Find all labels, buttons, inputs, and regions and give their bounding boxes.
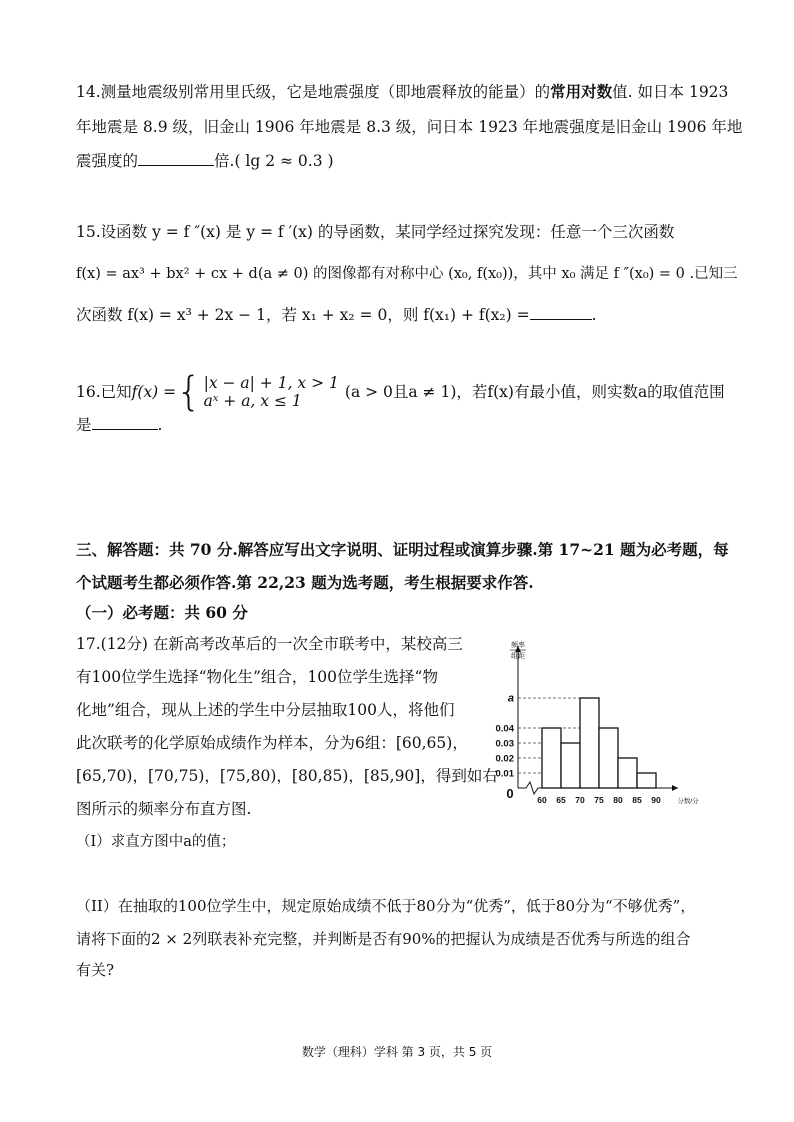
answer-blank — [530, 305, 592, 320]
piecewise-cases — [204, 374, 339, 410]
q17-line1: 17.(12分) 在新高考改革后的一次全市联考中，某校高三 — [76, 635, 463, 653]
q16-function: f(x) = — [131, 383, 177, 401]
y-tick-label: a — [507, 692, 514, 705]
q14-text-a: 14.测量地震级别常用里氏级，它是地震强度（即地震释放的能量）的 — [76, 83, 551, 101]
q17-part2-line3: 有关? — [76, 961, 115, 979]
q15-line1: 15.设函数 y = f ″(x) 是 y = f ′(x) 的导函数，某同学经过探究发现：任意一个三次函数 — [76, 223, 675, 241]
piecewise-case-2: aˣ + a, x ≤ 1 — [203, 392, 302, 410]
x-axis-label: 分数/分 — [677, 798, 699, 805]
histogram-bar — [599, 728, 618, 788]
q17-part2-line1: （II）在抽取的100位学生中，规定原始成绩不低于80分为“优秀”，低于80分为“不够优秀”， — [76, 897, 696, 915]
q16-text-a: 是 — [76, 416, 92, 434]
q15-line3 — [76, 305, 597, 325]
answer-blank — [138, 151, 214, 166]
y-tick-label: 0.01 — [495, 768, 514, 780]
x-tick-label: 85 — [632, 795, 642, 805]
q14-text-c: 震强度的 — [76, 152, 139, 170]
q17-line4: 此次联考的化学原始成绩作为样本，分为6组：[60,65)， — [76, 734, 468, 752]
q14-text-d: 倍.( lg 2 ≈ 0.3 ) — [214, 152, 334, 170]
q16-prefix: 16.已知 — [76, 383, 132, 401]
subsection-heading: （一）必考题：共 60 分 — [76, 603, 248, 622]
y-tick-label: 0.02 — [495, 753, 514, 765]
piecewise-case-1: |x − a| + 1, x > 1 — [203, 374, 339, 392]
q16-suffix: (a > 0且a ≠ 1)，若f(x)有最小值，则实数a的取值范围 — [344, 383, 725, 401]
q17-line2: 有100位学生选择“物化生”组合，100位学生选择“物 — [76, 668, 438, 686]
x-tick-label: 65 — [556, 795, 566, 805]
y-axis-label-bottom: 组距 — [511, 653, 525, 660]
q17-line6: 图所示的频率分布直方图. — [76, 800, 252, 818]
y-axis-label-top: 频率 — [511, 642, 525, 649]
section-heading-line2: 个试题考生都必须作答.第 22,23 题为选考题，考生根据要求作答. — [76, 573, 534, 592]
q14-line3 — [76, 151, 334, 171]
histogram-bar — [542, 728, 561, 788]
q16-line1 — [76, 370, 725, 414]
answer-blank — [92, 415, 158, 430]
x-tick-label: 60 — [537, 795, 547, 805]
q17-part2-line2: 请将下面的2 × 2列联表补充完整，并判断是否有90%的把握认为成绩是否优秀与所选的组合 — [76, 930, 691, 948]
q14-bold-term: 常用对数 — [550, 82, 613, 101]
page-footer: 数学（理科）学科 第 3 页，共 5 页 — [301, 1045, 493, 1059]
q14-line1 — [76, 82, 728, 102]
histogram-bar — [580, 698, 599, 788]
x-tick-label: 80 — [613, 795, 623, 805]
y-tick-label: 0.04 — [495, 723, 514, 735]
q14-line2: 年地震是 8.9 级，旧金山 1906 年地震是 8.3 级，问日本 1923 年地震强度是旧金山 1906 年地 — [76, 118, 743, 136]
section-heading-line1: 三、解答题：共 70 分.解答应写出文字说明、证明过程或演算步骤.第 17~21 题为必考题，每 — [76, 540, 729, 559]
histogram-bar — [637, 773, 656, 788]
y-tick-label: 0.03 — [495, 738, 514, 750]
x-axis-arrow-icon — [672, 785, 678, 791]
origin-label: 0 — [506, 786, 514, 801]
x-tick-label: 70 — [575, 795, 585, 805]
q14-text-b: 值. 如日本 1923 — [612, 83, 729, 101]
q15-text-b: . — [591, 306, 597, 324]
q16-line2 — [76, 415, 162, 435]
brace-icon: { — [176, 369, 202, 415]
x-tick-label: 90 — [651, 795, 661, 805]
x-tick-label: 75 — [594, 795, 604, 805]
q17-part1: （I）求直方图中a的值； — [76, 834, 236, 850]
histogram-bar — [618, 758, 637, 788]
q15-line2: f(x) = ax³ + bx² + cx + d(a ≠ 0) 的图像都有对称中心 (x₀, f(x₀))，其中 x₀ 满足 f ″(x₀) = 0 .已知三 — [76, 266, 738, 282]
q15-text-a: 次函数 f(x) = x³ + 2x − 1，若 x₁ + x₂ = 0，则 f(x₁) + f(x₂) = — [76, 306, 530, 324]
q17-line5: [65,70)，[70,75)，[75,80)，[80,85)，[85,90]，得到如右 — [76, 767, 498, 785]
piecewise-definition — [176, 369, 339, 415]
frequency-histogram — [488, 636, 718, 812]
q17-line3: 化地”组合，现从上述的学生中分层抽取100人，将他们 — [76, 701, 455, 719]
histogram-bar — [561, 743, 580, 788]
q16-text-b: . — [157, 416, 163, 434]
